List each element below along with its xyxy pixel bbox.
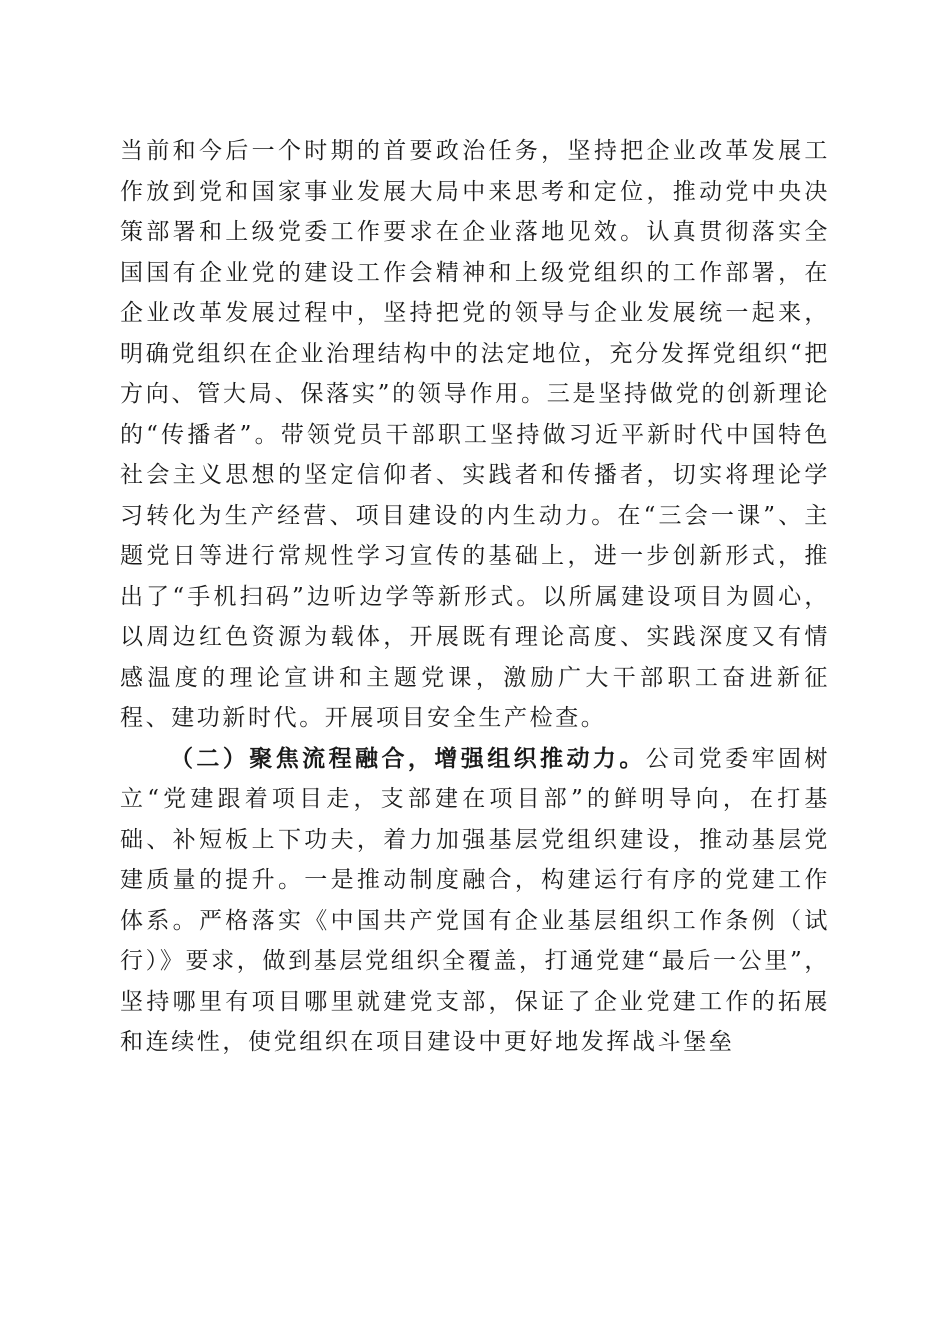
- document-page: [120, 131, 830, 1063]
- paragraph-2: [120, 739, 830, 1063]
- paragraph-2-body: 公司党委牢固树立“党建跟着项目走，支部建在项目部”的鲜明导向，在打基础、补短板上下功夫，着力加强基层党组织建设，推动基层党建质量的提升。一是推动制度融合，构建运行有序的党建工作体系。严格落实《中国共产党国有企业基层组织工作条例（试行）》要求，做到基层党组织全覆盖，打通党建“最后一公里”，坚持哪里有项目哪里就建党支部，保证了企业党建工作的拓展和连续性，使党组织在项目建设中更好地发挥战斗堡垒: [120, 745, 830, 1055]
- paragraph-1: [120, 131, 830, 739]
- paragraph-1-body: 当前和今后一个时期的首要政治任务，坚持把企业改革发展工作放到党和国家事业发展大局中来思考和定位，推动党中央决策部署和上级党委工作要求在企业落地见效。认真贯彻落实全国国有企业党的建设工作会精神和上级党组织的工作部署，在企业改革发展过程中，坚持把党的领导与企业发展统一起来，明确党组织在企业治理结构中的法定地位，充分发挥党组织“把方向、管大局、保落实”的领导作用。三是坚持做党的创新理论的“传播者”。带领党员干部职工坚持做习近平新时代中国特色社会主义思想的坚定信仰者、实践者和传播者，切实将理论学习转化为生产经营、项目建设的内生动力。在“三会一课”、主题党日等进行常规性学习宣传的基础上，进一步创新形式，推出了“手机扫码”边听边学等新形式。以所属建设项目为圆心，以周边红色资源为载体，开展既有理论高度、实践深度又有情感温度的理论宣讲和主题党课，激励广大干部职工奋进新征程、建功新时代。开展项目安全生产检查。: [120, 138, 830, 731]
- paragraph-2-heading: （二）聚焦流程融合，增强组织推动力。: [170, 745, 646, 772]
